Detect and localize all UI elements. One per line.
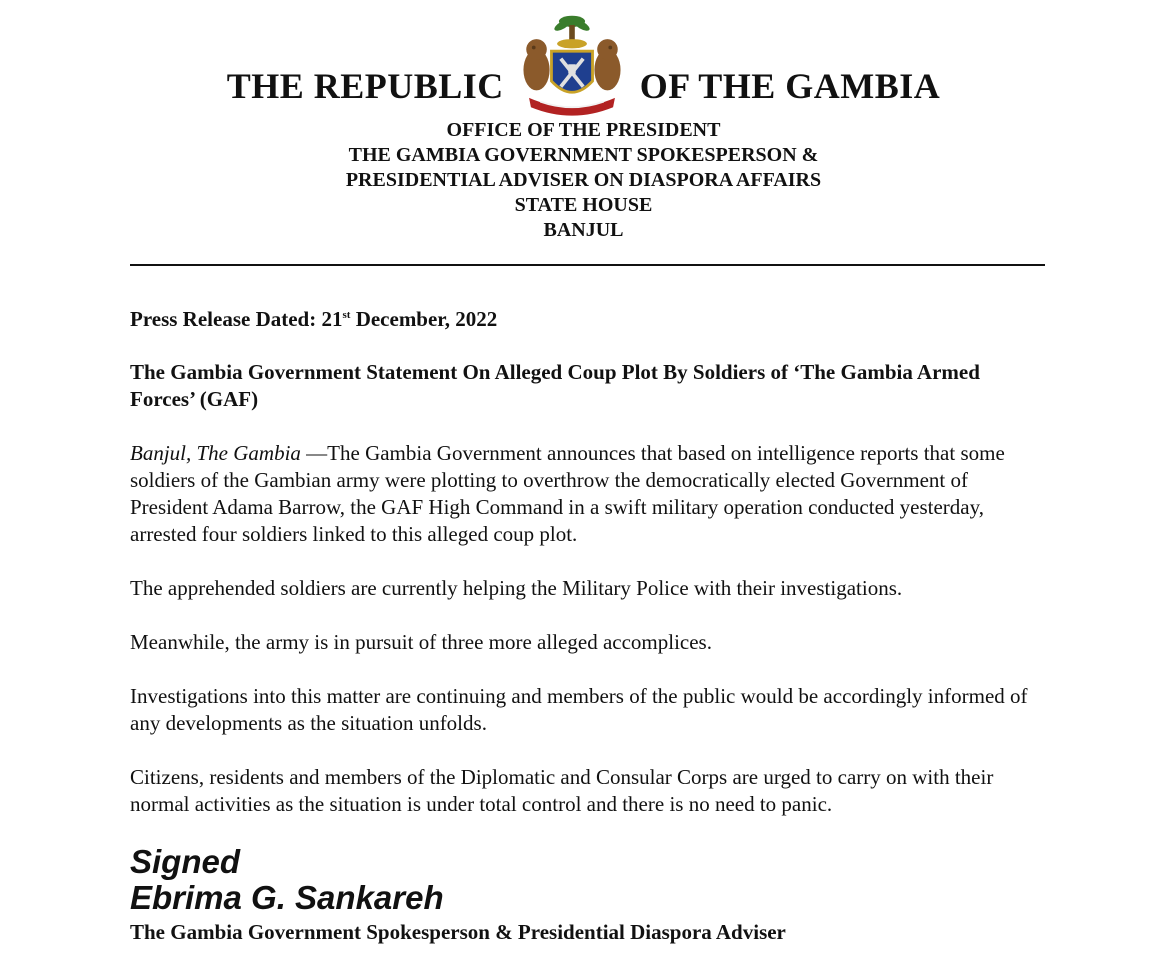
headline: The Gambia Government Statement On Alleged Coup Plot By Soldiers of ‘The Gambia Armed Forces’ (GAF) bbox=[130, 360, 980, 411]
signatory-name: Ebrima G. Sankareh bbox=[130, 879, 444, 916]
title-right: OF THE GAMBIA bbox=[639, 66, 941, 106]
release-date-ordinal: st bbox=[342, 309, 351, 321]
paragraph-1 bbox=[130, 440, 1045, 548]
release-date-prefix: Press Release Dated: 21 bbox=[130, 307, 343, 331]
title-left: THE REPUBLIC bbox=[226, 66, 504, 106]
dateline: Banjul, The Gambia bbox=[130, 441, 301, 465]
signature-block bbox=[130, 844, 1045, 946]
office-line: THE GAMBIA GOVERNMENT SPOKESPERSON & bbox=[348, 144, 819, 166]
paragraph-5: Citizens, residents and members of the Diplomatic and Consular Corps are urged to carry on with their normal activities as the situation is under total control and there is no need to panic. bbox=[130, 765, 994, 816]
office-line: OFFICE OF THE PRESIDENT bbox=[446, 119, 721, 141]
office-block bbox=[0, 118, 1167, 243]
release-date bbox=[130, 302, 1045, 333]
office-line: STATE HOUSE bbox=[514, 194, 653, 216]
paragraph-4: Investigations into this matter are continuing and members of the public would be accordingly informed of any developments as the situation unfolds. bbox=[130, 684, 1028, 735]
paragraph-3: Meanwhile, the army is in pursuit of three more alleged accomplices. bbox=[130, 630, 712, 654]
paragraph-1-text: —The Gambia Government announces that based on intelligence reports that some soldiers of the Gambian army were plotting to overthrow the democratically elected Government of President Adama Barrow, the GAF High Command in a swift military operation conducted yesterday, arrested four soldiers linked to this alleged coup plot. bbox=[130, 441, 1005, 546]
release-date-rest: December, 2022 bbox=[350, 307, 498, 331]
office-line: PRESIDENTIAL ADVISER ON DIASPORA AFFAIRS bbox=[345, 169, 822, 191]
paragraph-2: The apprehended soldiers are currently helping the Military Police with their investigations. bbox=[130, 576, 903, 600]
signed-label: Signed bbox=[130, 843, 241, 880]
header-divider bbox=[130, 264, 1045, 266]
office-line: BANJUL bbox=[543, 219, 624, 241]
release-body bbox=[130, 302, 1045, 845]
masthead bbox=[0, 48, 1167, 124]
coat-of-arms-icon bbox=[516, 12, 628, 124]
signatory-title: The Gambia Government Spokesperson & Presidential Diaspora Adviser bbox=[130, 920, 786, 944]
